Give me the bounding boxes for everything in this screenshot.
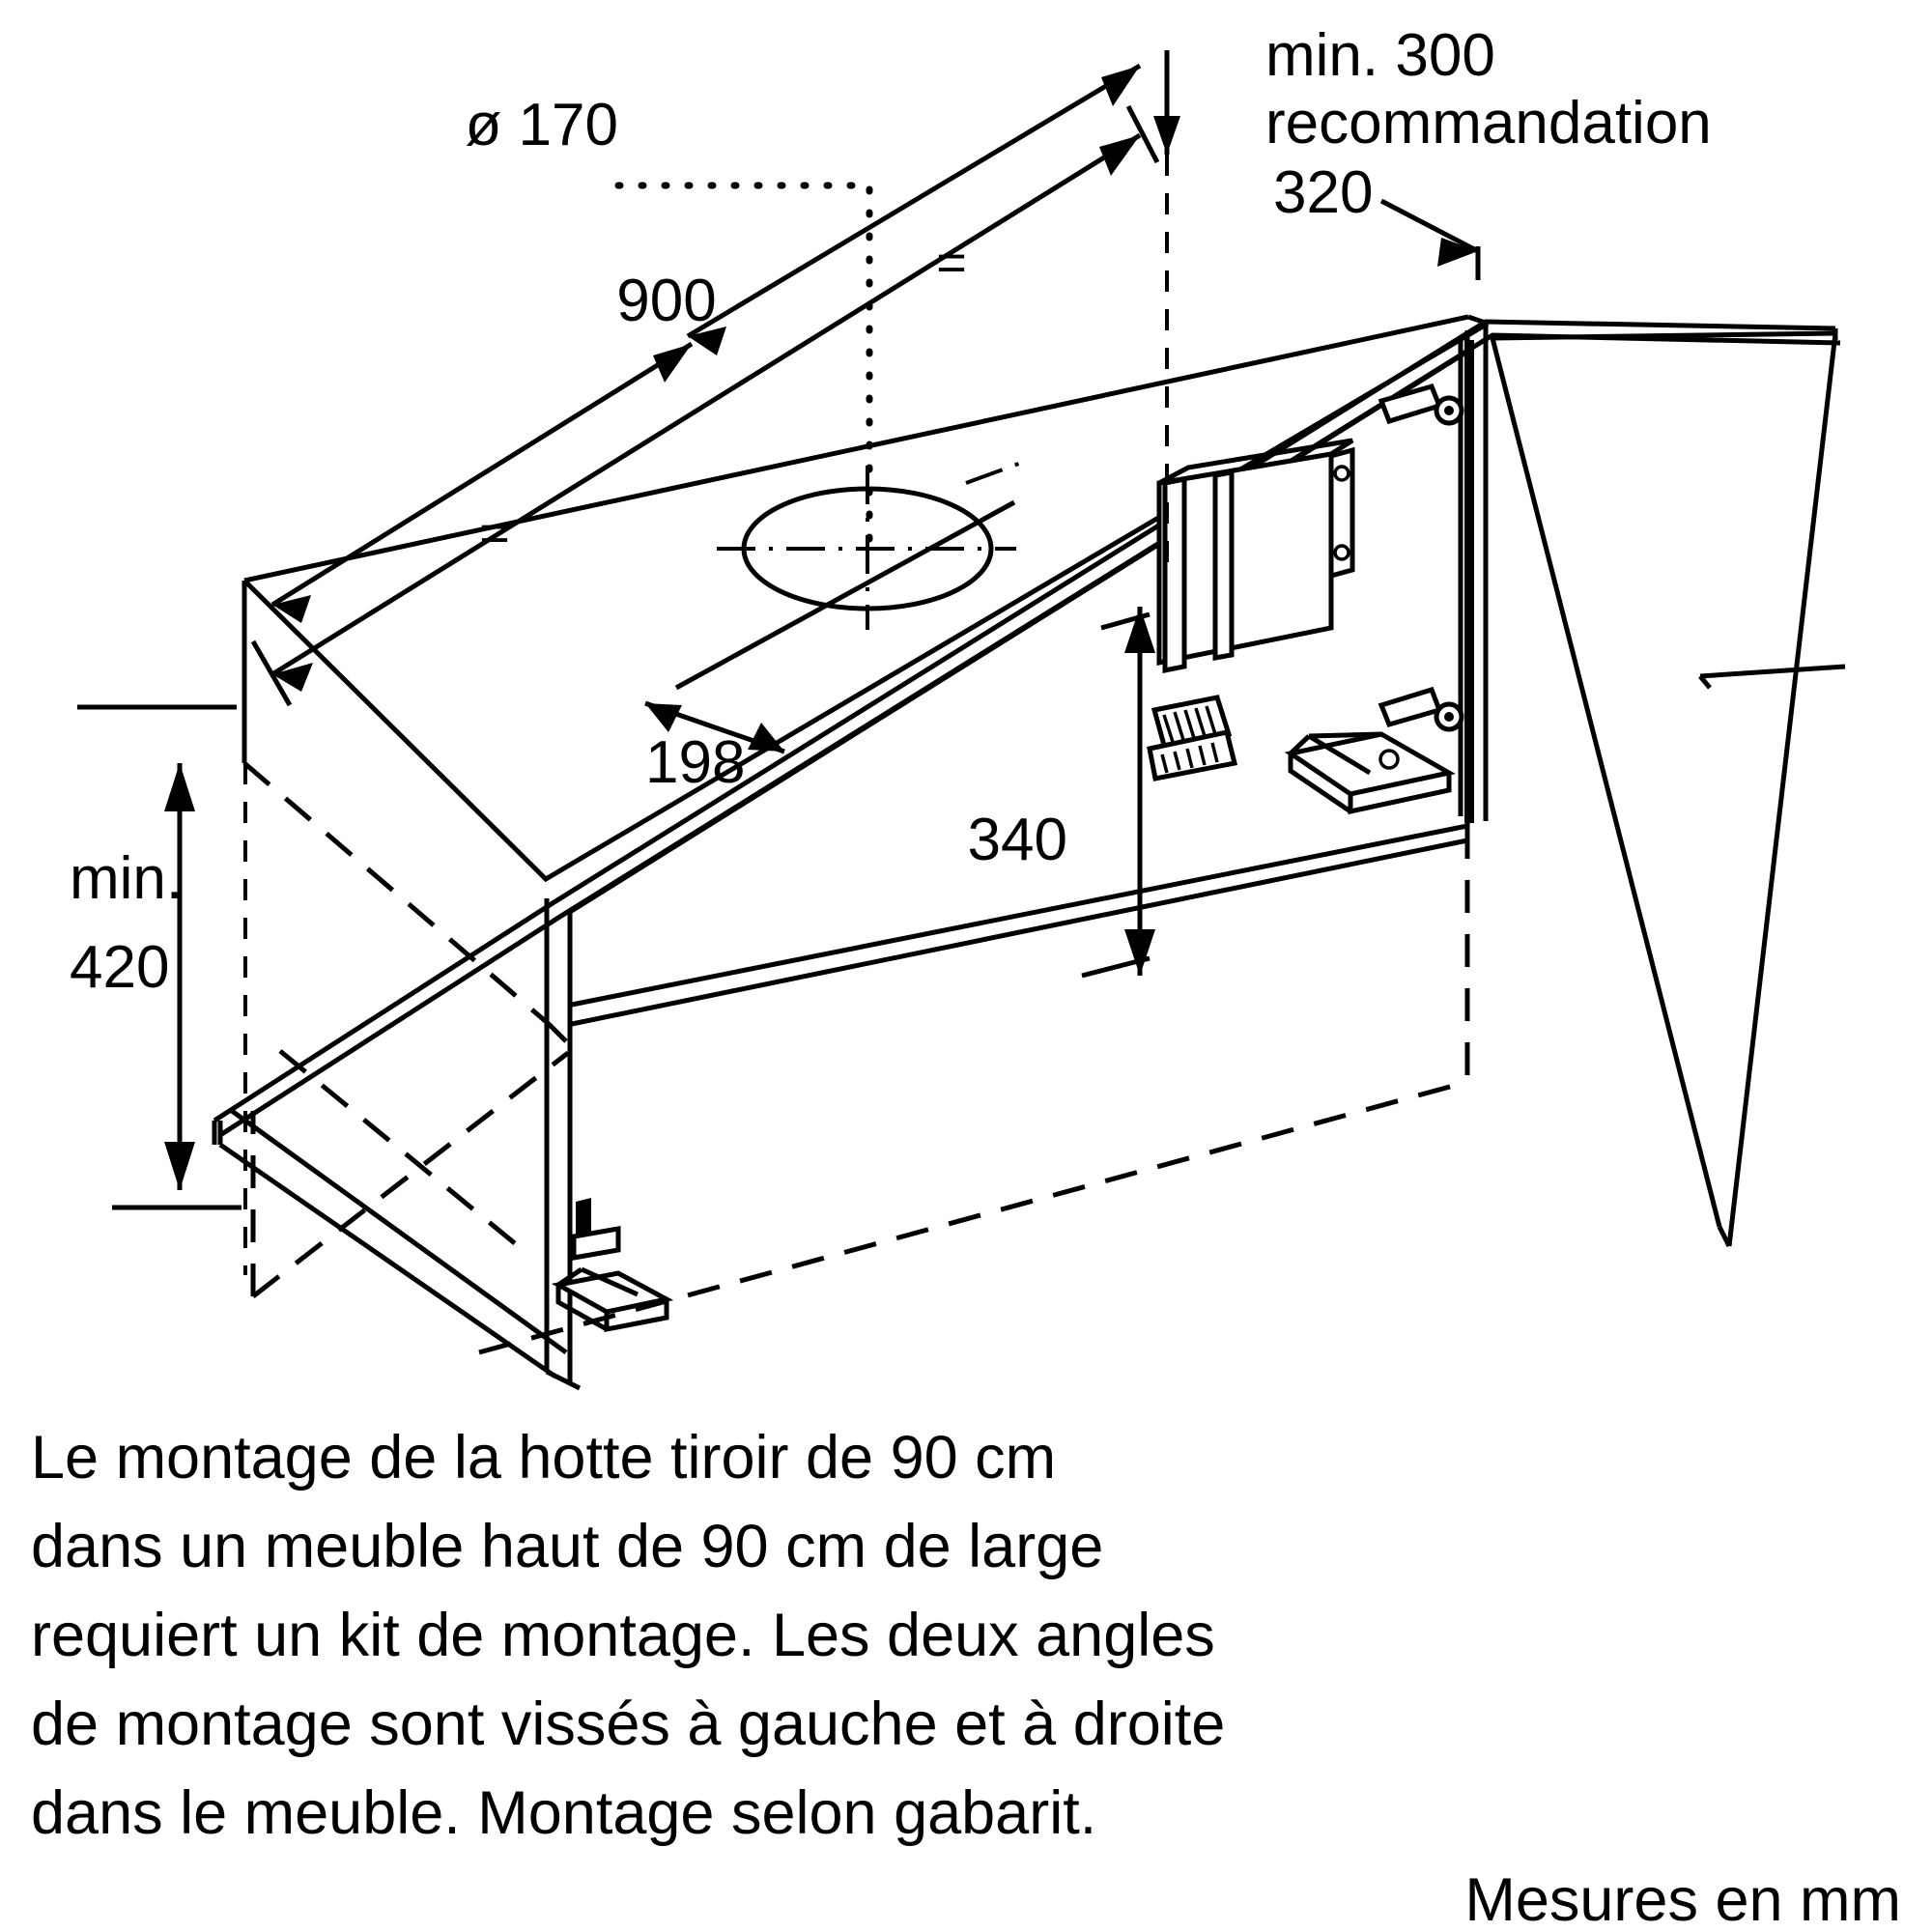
caption-line-5: dans le meuble. Montage selon gabarit. <box>31 1779 1097 1847</box>
units-note: Mesures en mm <box>1464 1866 1901 1932</box>
caption-block <box>31 1424 1225 1847</box>
hood-motor-unit <box>558 440 1449 1329</box>
duct-cutout <box>717 462 1024 630</box>
dimension-320-label: 320 <box>1273 159 1374 226</box>
dimension-900-label: 900 <box>616 268 717 334</box>
dimension-min-label: min. <box>70 845 184 912</box>
dimension-340-label: 340 <box>967 807 1067 873</box>
caption-line-3: requiert un kit de montage. Les deux angles <box>31 1602 1215 1669</box>
dimension-900 <box>253 106 1157 705</box>
dimension-198-label: 198 <box>645 729 746 796</box>
dimension-320 <box>1273 159 1478 280</box>
equal-right-label: = <box>936 234 967 292</box>
dimension-min-420 <box>70 707 245 1275</box>
caption-line-2: dans un meuble haut de 90 cm de large <box>31 1513 1104 1580</box>
equal-left <box>272 344 692 623</box>
dimension-min-300-label: min. 300 <box>1265 22 1495 89</box>
caption-line-4: de montage sont vissés à gauche et à droite <box>31 1690 1226 1758</box>
dimension-420-label: 420 <box>70 934 170 1001</box>
caption-line-1: Le montage de la hotte tiroir de 90 cm <box>31 1424 1057 1492</box>
equal-left-label: = <box>479 504 510 562</box>
cabinet-door <box>1492 333 1845 1246</box>
equal-right <box>688 66 1140 355</box>
dimension-recommandation-label: recommandation <box>1265 90 1712 156</box>
dimension-diameter-label: ø 170 <box>465 92 618 158</box>
